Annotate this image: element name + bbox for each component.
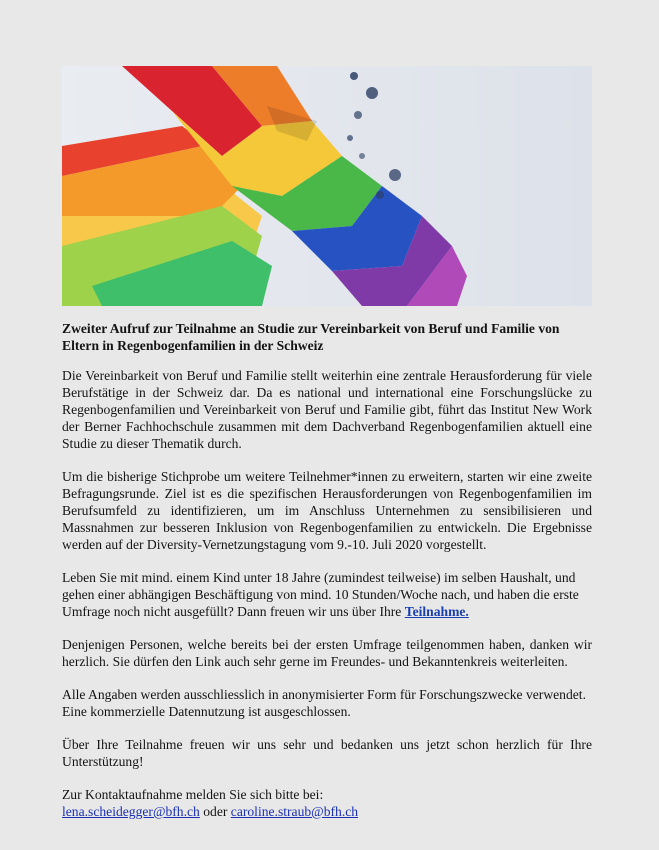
contact-separator: oder: [199, 804, 231, 819]
invite-text: Leben Sie mit mind. einem Kind unter 18 Jahre (zumindest teilweise) im selben Haushalt, und gehen einer abhängigen Beschäftigung von mind. 10 Stunden/Woche nach, und haben die erste Umfrage noch nicht ausgefüllt? Dann freuen wir uns über Ihre: [62, 570, 579, 619]
rainbow-flag-icon: [62, 66, 592, 306]
paragraph-second-round: Um die bisherige Stichprobe um weitere Teilnehmer*innen zu erweitern, starten wir eine zweite Befragungsrunde. Ziel ist es die spezifischen Herausforderungen von Regenbogenfamilien im Berufsumfeld zu identifizieren, um im Anschluss Unternehmen zu sensibilisieren und Massnahmen zur besseren Inklusion von Regenbogenfamilien zu entwickeln. Die Ergebnisse werden auf der Diversity-Vernetzungstagung vom 9.-10. Juli 2020 vorgestellt.: [62, 469, 592, 552]
email-link-lena[interactable]: lena.scheidegger@bfh.ch: [62, 804, 200, 819]
article-body: [62, 320, 592, 836]
paragraph-invite: [62, 569, 592, 620]
email-link-caroline[interactable]: caroline.straub@bfh.ch: [230, 804, 359, 819]
rainbow-flag-image: [62, 66, 592, 306]
paragraph-privacy: Alle Angaben werden ausschliesslich in anonymisierter Form für Forschungszwecke verwendet. Eine kommerzielle Datennutzung ist ausgeschlossen.: [62, 687, 586, 719]
paragraph-closing: Über Ihre Teilnahme freuen wir uns sehr und bedanken uns jetzt schon herzlich für Ihre Unterstützung!: [62, 737, 592, 769]
paragraph-thanks: Denjenigen Personen, welche bereits bei der ersten Umfrage teilgenommen haben, danken wir herzlich. Sie dürfen den Link auch sehr gerne im Freundes- und Bekanntenkreis weiterleiten.: [62, 637, 592, 669]
article-title: Zweiter Aufruf zur Teilnahme an Studie zur Vereinbarkeit von Beruf und Familie von Eltern in Regenbogenfamilien in der Schweiz: [62, 321, 560, 353]
contact-section: [62, 786, 592, 820]
contact-intro: Zur Kontaktaufnahme melden Sie sich bitte bei:: [62, 787, 324, 802]
paragraph-intro: Die Vereinbarkeit von Beruf und Familie stellt weiterhin eine zentrale Herausforderung für viele Berufstätige in der Schweiz dar. Da es national und international eine Forschungslücke zu Regenbogenfamilien und Vereinbarkeit von Beruf und Familie gibt, führt das Institut New Work der Berner Fachhochschule zusammen mit dem Dachverband Regenbogenfamilien aktuell eine Studie zu dieser Thematik durch.: [62, 368, 592, 451]
participation-link[interactable]: Teilnahme.: [404, 604, 469, 619]
